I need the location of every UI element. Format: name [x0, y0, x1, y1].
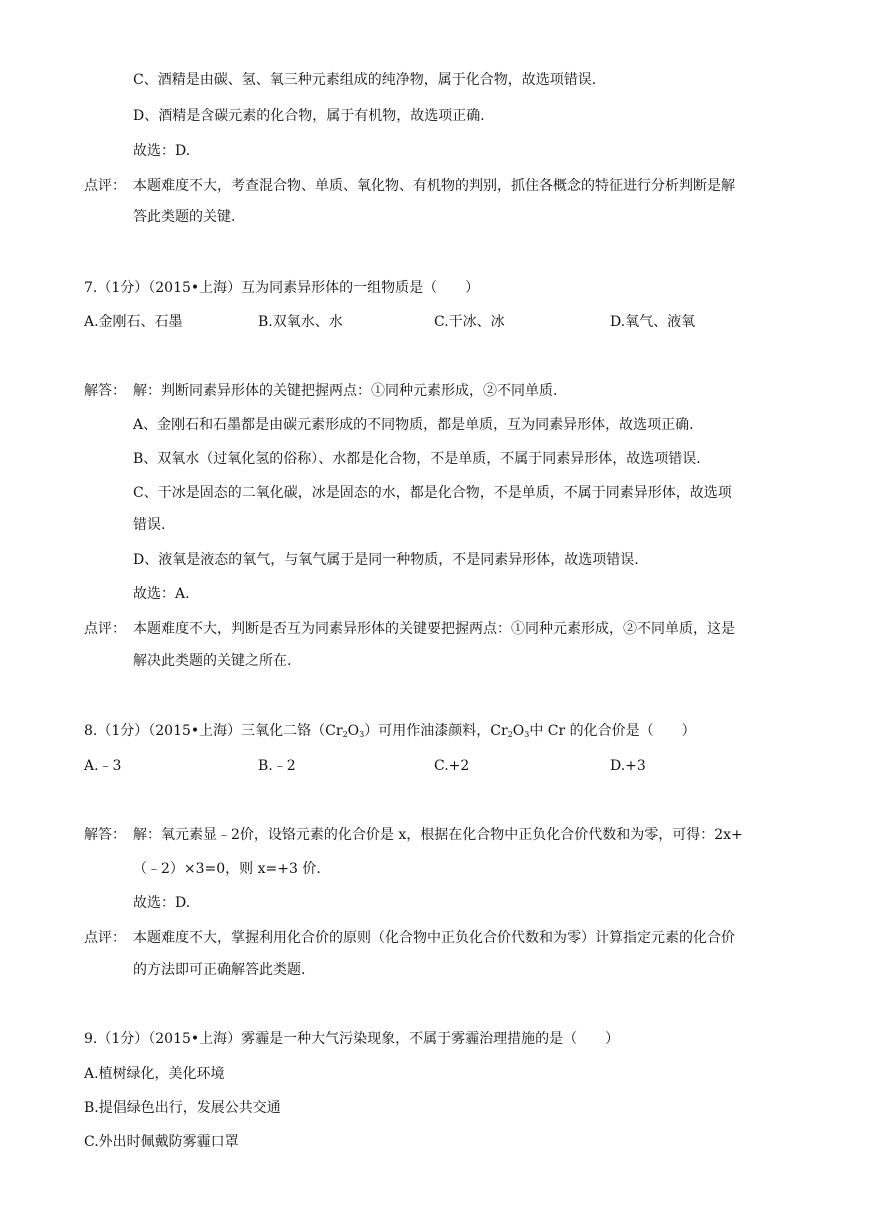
q8-comment-line: 的方法即可正确解答此类题.: [133, 962, 306, 978]
q8-option-d: D.+3: [610, 758, 646, 774]
q7-option-b: B.双氧水、水: [258, 314, 343, 330]
q6-comment-label: 点评：: [84, 178, 126, 194]
q7-option-c: C.干冰、冰: [434, 314, 505, 330]
q8-answer-line: （﹣2）×3=0，则 x=+3 价.: [133, 861, 321, 877]
q8-stem: 8.（1分）（2015•上海）三氧化二铬$(Cr_2O_3)$可用作油漆颜料，$Cr_2O_3$中 Cr 的化合价是（ ）: [84, 723, 696, 739]
q6-option-d-explanation: D、酒精是含碳元素的化合物，属于有机物，故选项正确.: [133, 108, 485, 124]
q7-answer-choice: 故选：A.: [133, 586, 190, 602]
q7-comment-label: 点评：: [84, 621, 126, 637]
q9-stem: 9.（1分）（2015•上海）雾霾是一种大气污染现象，不属于雾霾治理措施的是（ ）: [84, 1031, 620, 1047]
q6-answer-choice: 故选：D.: [133, 143, 191, 159]
q9-option-b: B.提倡绿色出行，发展公共交通: [84, 1100, 281, 1116]
q7-answer-label: 解答：: [84, 383, 126, 399]
q7-answer-line: D、液氧是液态的氧气，与氧气属于是同一种物质，不是同素异形体，故选项错误.: [133, 552, 639, 568]
q8-comment-line: 本题难度不大，掌握利用化合价的原则（化合物中正负化合价代数和为零）计算指定元素的化合价: [133, 930, 735, 946]
q8-answer-line: 解：氧元素显﹣2价，设铬元素的化合价是 x，根据在化合物中正负化合价代数和为零，可得：2x+: [133, 827, 743, 843]
q7-answer-line: C、干冰是固态的二氧化碳，冰是固态的水，都是化合物，不是单质，不属于同素异形体，故选项: [133, 485, 732, 501]
q7-answer-line: 错误.: [133, 517, 166, 533]
q7-option-a: A.金刚石、石墨: [84, 314, 183, 330]
q8-answer-choice: 故选：D.: [133, 895, 191, 911]
q6-comment-line: 本题难度不大，考查混合物、单质、氧化物、有机物的判别，抓住各概念的特征进行分析判断是解: [133, 178, 735, 194]
q7-answer-line: A、金刚石和石墨都是由碳元素形成的不同物质，都是单质，互为同素异形体，故选项正确.: [133, 417, 694, 433]
q7-answer-line: 解：判断同素异形体的关键把握两点：①同种元素形成，②不同单质.: [133, 383, 558, 399]
q7-comment-line: 解决此类题的关键之所在.: [133, 653, 292, 669]
q7-option-d: D.氧气、液氧: [610, 314, 696, 330]
q9-option-c: C.外出时佩戴防雾霾口罩: [84, 1134, 239, 1150]
q8-option-c: C.+2: [434, 758, 470, 774]
q7-stem: 7.（1分）（2015•上海）互为同素异形体的一组物质是（ ）: [84, 280, 480, 296]
q8-comment-label: 点评：: [84, 930, 126, 946]
q8-answer-label: 解答：: [84, 827, 126, 843]
q7-comment-line: 本题难度不大，判断是否互为同素异形体的关键要把握两点：①同种元素形成，②不同单质，这是: [133, 621, 735, 637]
q9-option-a: A.植树绿化，美化环境: [84, 1066, 225, 1082]
q6-comment-line: 答此类题的关键.: [133, 209, 236, 225]
q8-option-b: B.﹣2: [258, 758, 296, 774]
q8-option-a: A.﹣3: [84, 758, 122, 774]
q6-option-c-explanation: C、酒精是由碳、氢、氧三种元素组成的纯净物，属于化合物，故选项错误.: [133, 72, 597, 88]
q7-answer-line: B、双氧水（过氧化氢的俗称）、水都是化合物，不是单质，不属于同素异形体，故选项错误.: [133, 451, 701, 467]
